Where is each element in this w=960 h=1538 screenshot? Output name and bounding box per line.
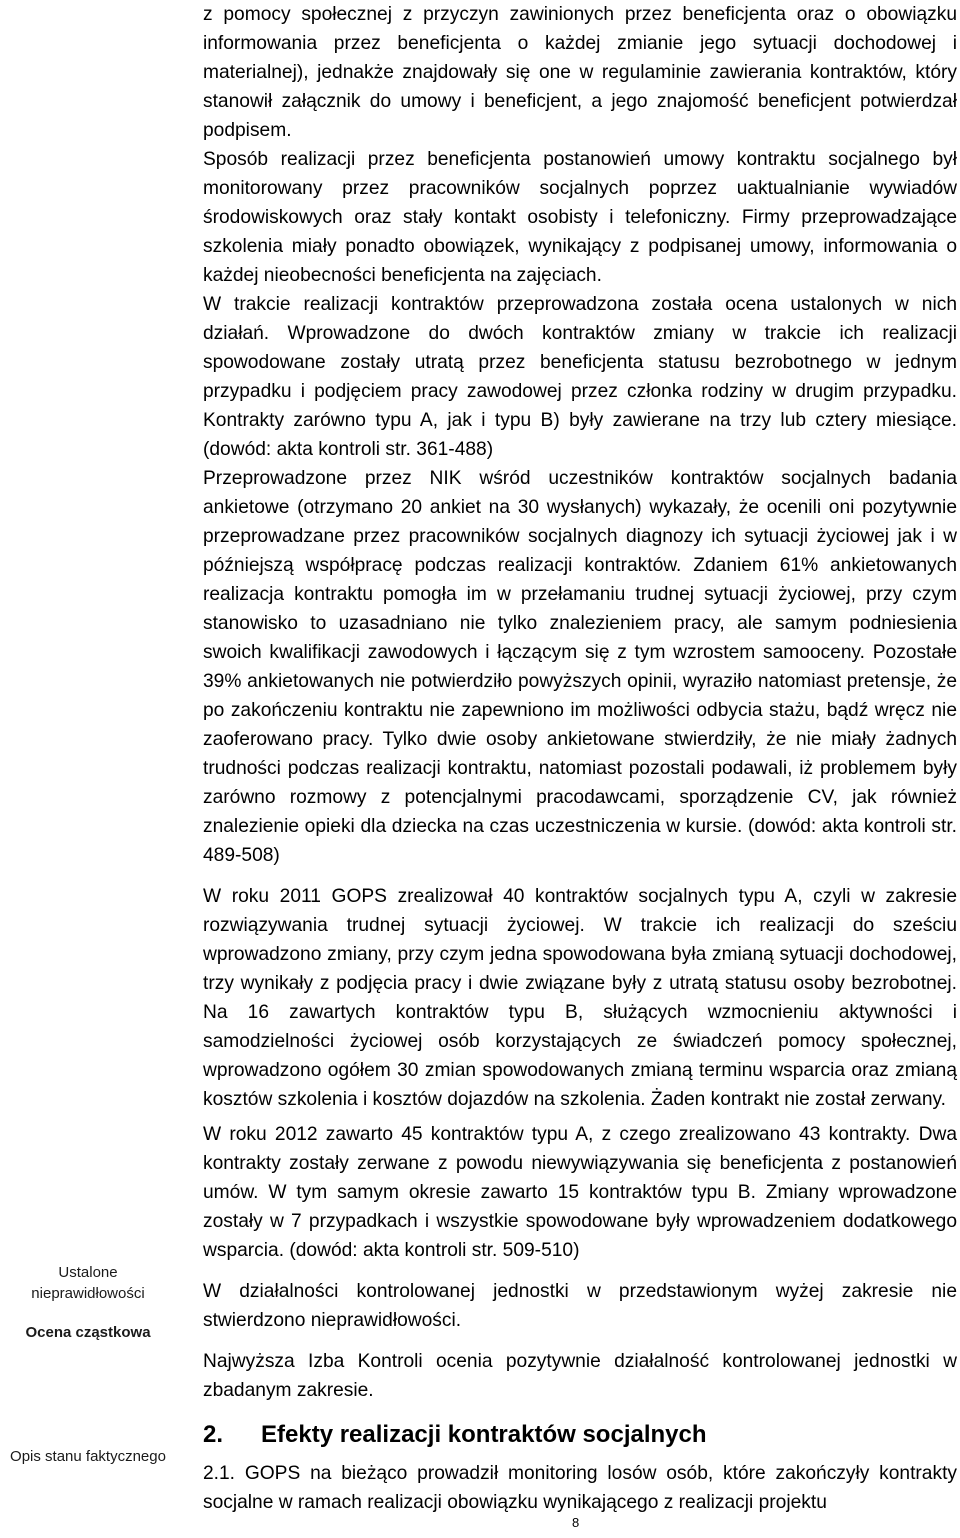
paragraph-2011: W roku 2011 GOPS zrealizował 40 kontraktów socjalnych typu A, czyli w zakresie rozwiązywania trudnej sytuacji życiowej. W trakcie ich realizacji do sześciu wprowadzono zmiany, przy czym jedna spowodowana była zmianą sytuacji dochodowej, trzy wynikały z podjęcia pracy i dwie związane były z utratą statusu osoby bezrobotnej. Na 16 zawartych kontraktów typu B, służących wzmocnieniu aktywności i samodzielności życiowej osób korzystających ze świadczeń pomocy społecznej, wprowadzono ogółem 30 zmian spowodowanych zmianą terminu wsparcia oraz zmianą kosztów szkolenia i kosztów dojazdów na szkolenia. Żaden kontrakt nie został zerwany. <box>203 886 957 1110</box>
paragraph-subsection-2-1: 2.1. GOPS na bieżąco prowadził monitoring losów osób, które zakończyły kontrakty socjalne w ramach realizacji obowiązku wynikającego z realizacji projektu <box>203 1463 957 1513</box>
paragraph-regulations: z pomocy społecznej z przyczyn zawinionych przez beneficjenta oraz o obowiązku informowania przez beneficjenta o każdej zmianie jego sytuacji dochodowej i materialnej), jednakże znajdowały się one w regulaminie zawierania kontraktów, który stanowił załącznik do umowy i beneficjent, a jego znajomość beneficjent potwierdzał podpisem. <box>203 4 957 141</box>
paragraph-2012: W roku 2012 zawarto 45 kontraktów typu A, z czego zrealizowano 43 kontrakty. Dwa kontrakty zostały zerwane z powodu niewywiązywania się beneficjenta z postanowień umów. W tym samym okresie zawarto 15 kontraktów typu B. Zmiany wprowadzone zostały w 7 przypadkach i wszystkie spowodowane były wprowadzeniem dodatkowego wsparcia. (dowód: akta kontroli str. 509-510) <box>203 1124 957 1261</box>
section-heading <box>203 1419 957 1451</box>
paragraph-survey: Przeprowadzone przez NIK wśród uczestników kontraktów socjalnych badania ankietowe (otrzymano 20 ankiet na 30 wysłanych) wykazały, że ocenili oni pozytywnie przeprowadzane przez pracowników socjalnych diagnozy ich sytuacji życiowej jak i w późniejszą współpracę podczas realizacji kontraktów. Zdaniem 61% ankietowanych realizacja kontraktu pomogła im w przełamaniu trudnej sytuacji życiowej, przy czym stanowisko to uzasadniano nie tylko znalezieniem pracy, ale samym podniesienia swoich kwalifikacji zawodowych i łączącym się z tym wzrostem samooceny. Pozostałe 39% ankietowanych nie potwierdziło powyższych opinii, wyraziło natomiast pretensje, że po zakończeniu kontraktu nie zapewniono im możliwości odbycia stażu, bądź wręcz nie zaoferowano pracy. Tylko dwie osoby ankietowane stwierdziły, że nie miały żadnych trudności podczas realizacji kontraktu, natomiast pozostali podawali, iż problemem były zarówno rozmowy z potencjalnymi pracodawcami, sporządzenie CV, jak również znalezienie opieki dla dziecka na czas uczestniczenia w kursie. (dowód: akta kontroli str. 489-508) <box>203 468 957 866</box>
paragraph-monitoring: Sposób realizacji przez beneficjenta postanowień umowy kontraktu socjalnego był monitorowany przez pracowników socjalnych poprzez uaktualnianie wywiadów środowiskowych oraz stały kontakt osobisty i telefoniczny. Firmy przeprowadzające szkolenia miały ponadto obowiązek, wynikający z podpisanej umowy, informowania o każdej nieobecności beneficjenta na zajęciach. <box>203 149 957 286</box>
page-number: 8 <box>572 1515 580 1530</box>
paragraph-no-irregularities: W działalności kontrolowanej jednostki w przedstawionym wyżej zakresie nie stwierdzono nieprawidłowości. <box>203 1281 957 1331</box>
section-title: Efekty realizacji kontraktów socjalnych <box>261 1421 707 1448</box>
margin-label-partial-assessment: Ocena cząstkowa <box>25 1324 151 1341</box>
main-text-column <box>203 0 957 1517</box>
paragraph-assessment: W trakcie realizacji kontraktów przeprowadzona została ocena ustalonych w nich działań. Wprowadzone do dwóch kontraktów zmiany w trakcie ich realizacji spowodowane zostały utratą przez beneficjenta statusu bezrobotnego w jednym przypadku i podjęciem pracy zawodowej przez członka rodziny w drugim przypadku. Kontrakty zarówno typu A, jak i typu B) były zawierane na trzy lub cztery miesiące. (dowód: akta kontroli str. 361-488) <box>203 294 957 460</box>
section-number: 2. <box>203 1421 224 1448</box>
paragraph-positive-assessment: Najwyższa Izba Kontroli ocenia pozytywnie działalność kontrolowanej jednostki w zbadanym zakresie. <box>203 1351 957 1401</box>
margin-label-irregularities: Ustalone nieprawidłowości <box>31 1264 145 1302</box>
margin-column <box>0 0 176 1538</box>
margin-label-facts-description: Opis stanu faktycznego <box>10 1448 166 1465</box>
